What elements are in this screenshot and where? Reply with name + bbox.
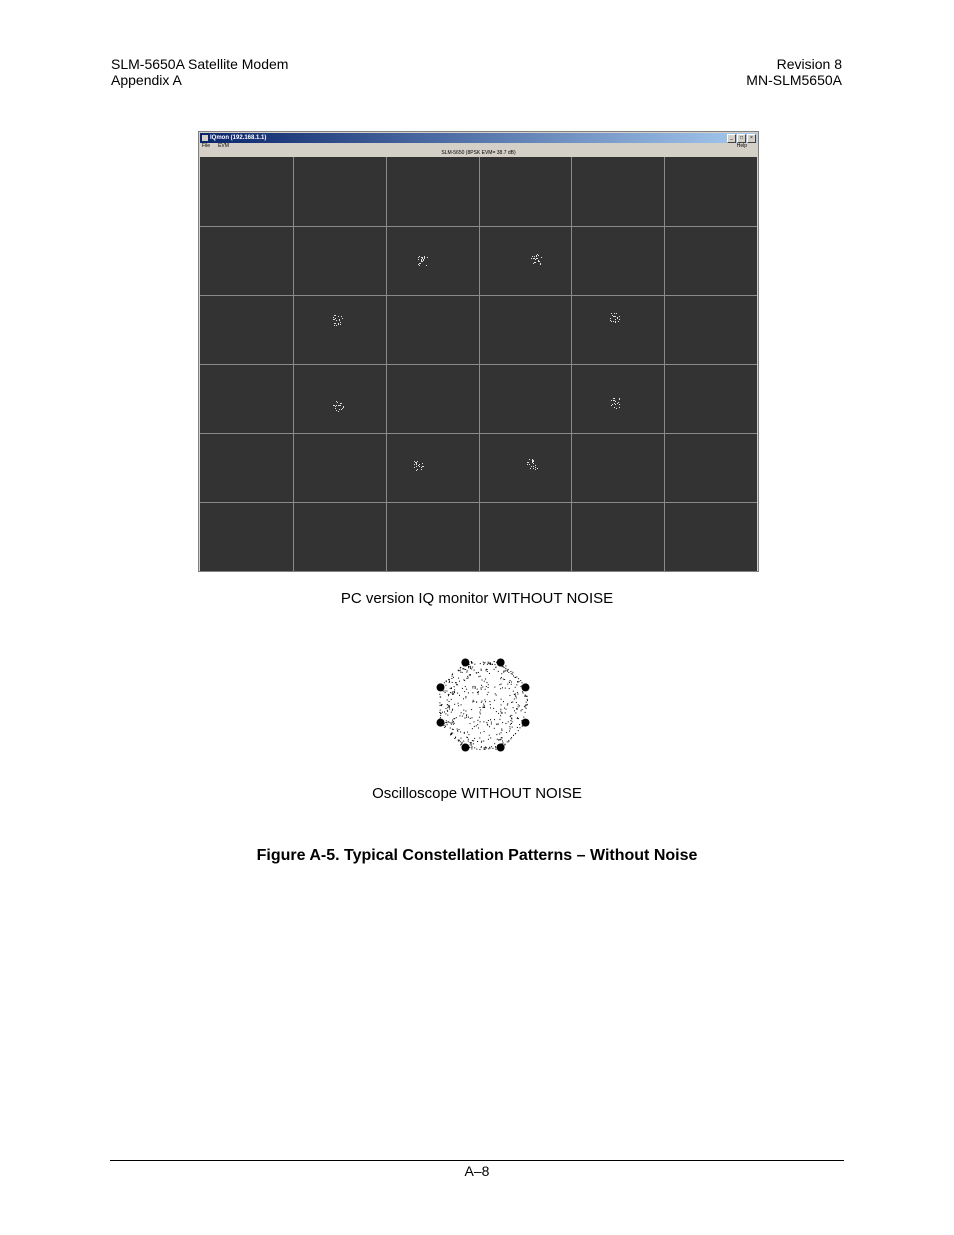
scope-trace: [439, 661, 528, 750]
constellation-cluster: [610, 313, 620, 323]
menu-file[interactable]: File: [202, 143, 211, 149]
iq-monitor-window: [198, 131, 759, 572]
constellation-cluster: [414, 461, 424, 471]
constellation-cluster: [611, 398, 620, 409]
constellation-cluster: [418, 256, 428, 266]
caption-pc-monitor: PC version IQ monitor WITHOUT NOISE: [340, 590, 614, 607]
header-revision: Revision 8: [776, 56, 842, 72]
constellation-plot: [200, 157, 757, 571]
menu-bar: [200, 143, 757, 150]
footer-rule: [110, 1160, 844, 1161]
scope-symbol-point: [437, 683, 445, 691]
page-header-right: [746, 56, 842, 88]
constellation-cluster: [531, 254, 542, 265]
constellation-grid: [200, 157, 757, 571]
scope-symbol-point: [461, 744, 469, 752]
minimize-button[interactable]: _: [727, 134, 736, 143]
constellation-cluster: [333, 401, 344, 412]
close-button[interactable]: ×: [747, 134, 756, 143]
scope-symbol-point: [461, 659, 469, 667]
scope-symbol-point: [497, 659, 505, 667]
scope-symbol-point: [437, 719, 445, 727]
header-product: SLM-5650A Satellite Modem: [111, 56, 289, 72]
window-titlebar[interactable]: [200, 133, 757, 143]
scope-symbol-point: [522, 683, 530, 691]
constellation-cluster: [333, 315, 343, 326]
plot-title: SLM-5650 (8PSK EVM= 38.7 dB): [441, 150, 516, 156]
menu-evm[interactable]: EVM: [218, 143, 229, 149]
header-section: Appendix A: [111, 72, 182, 88]
figure-caption: Figure A-5. Typical Constellation Patterns – Without Noise: [256, 847, 698, 864]
menu-help[interactable]: Help: [736, 143, 747, 149]
caption-oscilloscope: Oscilloscope WITHOUT NOISE: [372, 785, 582, 802]
window-title: IQmon (192.168.1.1): [210, 135, 267, 141]
header-doc-number: MN-SLM5650A: [746, 72, 842, 88]
page-header-left: [111, 56, 288, 88]
maximize-button[interactable]: □: [737, 134, 746, 143]
scope-symbol-point: [497, 744, 505, 752]
scope-symbol-point: [522, 719, 530, 727]
app-icon: [202, 135, 208, 141]
page-number: A–8: [464, 1163, 490, 1179]
oscilloscope-constellation: [428, 655, 538, 755]
constellation-cluster: [527, 459, 538, 470]
